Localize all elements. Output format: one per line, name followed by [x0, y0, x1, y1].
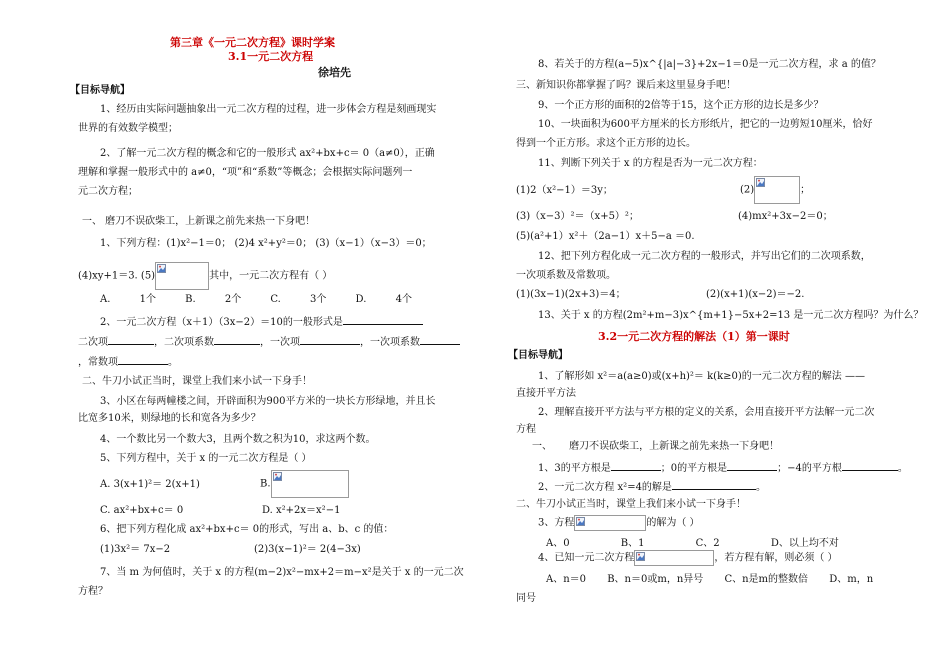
q2-label-3: ，一次项	[260, 337, 300, 348]
question-5-option-b	[260, 470, 349, 498]
p3-suffix: 的解为（ ）	[646, 517, 700, 529]
goal-2-line3: 元二次方程；	[78, 186, 138, 197]
question-13: 13、关于 x 的方程(2m²+m−3)x^{m+1}−5x+2=13 是一元二次方程吗？为什么？	[538, 310, 924, 321]
question-12-line1: 12、把下列方程化成一元二次方程的一般形式，并写出它们的二次项系数，	[538, 251, 871, 262]
goal-b2-line2: 方程	[516, 424, 536, 435]
question-9: 9、一个正方形的面积的2倍等于15，这个正方形的边长是多少？	[538, 100, 824, 111]
question-2-line1	[100, 314, 423, 329]
equation-image-placeholder	[271, 470, 349, 498]
question-5-option-d: D. x²+2x＝x²−1	[262, 505, 341, 516]
question-6-item-2: (2)3(x−1)²＝ 2(4−3x)	[254, 544, 361, 555]
question-2-text: 2、一元二次方程（x＋1）（3x−2）＝10的一般形式是	[100, 317, 343, 328]
question-5-option-a: A. 3(x+1)²＝ 2(x+1)	[100, 479, 200, 490]
answer-blank	[420, 334, 460, 345]
practice-1	[538, 460, 908, 475]
p1-label-3: ；−4的平方根	[777, 463, 842, 474]
question-1-options: A. 1个 B. 2个 C. 3个 D. 4个	[100, 294, 412, 305]
answer-blank	[118, 354, 168, 365]
question-10-line1: 10、一块面积为600平方厘米的长方形纸片，把它的一边剪短10厘米，恰好	[538, 119, 873, 130]
practice-2	[538, 479, 766, 494]
question-3-line1: 3、小区在每两幢楼之间，开辟面积为900平方米的一块长方形绿地，并且长	[100, 396, 436, 407]
answer-blank	[300, 334, 360, 345]
section-three-heading: 三、新知识你都掌握了吗？课后来这里显身手吧！	[516, 80, 736, 91]
question-6-item-1: (1)3x²＝ 7x−2	[100, 544, 171, 555]
q2-label-5: ，常数项	[78, 357, 118, 368]
section-title: 3.1一元二次方程	[228, 50, 314, 63]
p3-prefix: 3、方程	[538, 517, 575, 529]
practice-4-options: A、n＝0 B、n＝0或m，n异号 C、n是m的整数倍 D、m，n	[546, 574, 874, 585]
q2-label-4: ，一次项系数	[360, 337, 420, 348]
q2-label-2: ，二次项系数	[154, 337, 214, 348]
broken-image-icon	[576, 517, 585, 526]
trial-heading: 二、牛刀小试正当时，课堂上我们来小试一下身手！	[516, 499, 746, 510]
goal-b1-line2: 直接开平方法	[516, 388, 576, 399]
goal-1-line1: 1、经历由实际问题抽象出一元二次方程的过程，进一步体会方程是刻画现实	[100, 104, 437, 115]
author-name: 徐培先	[318, 66, 351, 79]
item-2-label: (2)	[740, 184, 755, 196]
p2-label: 2、一元二次方程 x²=4的解是	[538, 482, 672, 493]
practice-4-options-tail: 同号	[516, 593, 536, 604]
q2-label-1: 二次项	[78, 337, 108, 348]
equation-image-placeholder	[574, 515, 646, 531]
question-5-option-c: C. ax²+bx+c＝ 0	[100, 505, 184, 516]
question-3-line2: 比宽多10米，则绿地的长和宽各为多少？	[78, 413, 261, 424]
question-12-line2: 一次项系数及常数项。	[516, 270, 616, 281]
answer-blank	[108, 334, 154, 345]
answer-blank	[343, 314, 423, 325]
p4-prefix: 4、已知一元二次方程	[538, 552, 635, 564]
answer-blank	[214, 334, 260, 345]
question-11-item-1: (1)2（x²−1）＝3y；	[516, 185, 613, 196]
broken-image-icon	[157, 264, 166, 273]
question-12-item-2: (2)(x+1)(x−2)＝−2.	[706, 289, 805, 300]
goal-2-line2: 理解和掌握一般形式中的 a≠0，“项”和“系数”等概念；会根据实际问题列一	[78, 167, 413, 178]
question-7-line2: 方程？	[78, 586, 108, 597]
question-1-prefix: (4)xy+1＝3. (5)	[78, 270, 156, 282]
section-one-heading: 一、 磨刀不误砍柴工，上新课之前先来热一下身吧！	[82, 216, 316, 227]
goal-1-line2: 世界的有效数学模型；	[78, 123, 178, 134]
equation-image-placeholder	[634, 550, 714, 566]
question-11-item-4: (4)mx²+3x−2＝0；	[738, 211, 833, 222]
section-two-heading: 二、牛刀小试正当时，课堂上我们来小试一下身手！	[82, 376, 312, 387]
question-11-item-2	[740, 176, 810, 204]
question-1-suffix: 其中，一元二次方程有（ ）	[209, 270, 333, 282]
answer-blank	[611, 460, 661, 471]
question-8: 8、若关于的方程(a−5)x^{|a|−3}+2x−1＝0是一元二次方程，求 a 的值？	[538, 59, 881, 70]
broken-image-icon	[273, 472, 282, 481]
question-2-line2	[78, 334, 460, 349]
equation-image-placeholder	[754, 176, 800, 204]
goal-b1-line1: 1、了解形如 x²＝a(a≥0)或(x+h)²＝ k(k≥0)的一元二次方程的解法 ——	[538, 371, 865, 382]
question-5: 5、下列方程中，关于 x 的一元二次方程是（ ）	[100, 453, 312, 464]
question-6: 6、把下列方程化成 ax²+bx+c＝ 0的形式，写出 a、b、c 的值：	[100, 524, 394, 535]
practice-3	[538, 515, 700, 531]
question-2-line3	[78, 354, 178, 369]
question-11: 11、判断下列关于 x 的方程是否为一元二次方程：	[538, 158, 763, 169]
question-10-line2: 得到一个正方形。求这个正方形的边长。	[516, 138, 696, 149]
equation-image-placeholder	[155, 262, 209, 290]
question-1-line2	[78, 262, 332, 290]
chapter-title: 第三章《一元二次方程》课时学案	[170, 36, 335, 49]
p1-label-2: ；0的平方根是	[660, 463, 728, 474]
goal-2-line1: 2、了解一元二次方程的概念和它的一般形式 ax²+bx+c＝ 0（a≠0），正确	[100, 148, 435, 159]
answer-blank	[842, 460, 898, 471]
question-7-line1: 7、当 m 为何值时，关于 x 的方程(m−2)x²−mx+2＝m−x²是关于 x 的一元二次	[100, 567, 464, 578]
broken-image-icon	[756, 178, 765, 187]
lesson-title: 3.2一元二次方程的解法（1）第一课时	[598, 330, 790, 343]
practice-4	[538, 550, 838, 566]
answer-blank	[672, 479, 756, 490]
answer-blank	[727, 460, 777, 471]
option-b-label: B.	[260, 478, 271, 490]
question-11-item-3: (3)（x−3）²＝（x+5）²；	[516, 211, 639, 222]
question-12-item-1: (1)(3x−1)(2x+3)＝4；	[516, 289, 626, 300]
goal-b2-line1: 2、理解直接开平方法与平方根的定义的关系，会用直接开平方法解一元二次	[538, 407, 875, 418]
question-11-item-5: (5)(a²+1）x²＋（2a−1）x＋5−a ＝0.	[516, 231, 695, 242]
warmup-heading: 一、 磨刀不误砍柴工，上新课之前先来热一下身吧！	[532, 441, 780, 452]
p2-end: 。	[755, 482, 766, 493]
question-1-line1: 1、下列方程：(1)x²−1＝0； (2)4 x²+y²＝0； (3)（x−1）（x−3）＝0；	[100, 238, 432, 249]
p1-end: 。	[897, 463, 908, 474]
item-2-end: ；	[800, 184, 811, 196]
goal-heading-2: 【目标导航】	[508, 350, 568, 361]
goal-heading: 【目标导航】	[70, 85, 130, 96]
q2-end: 。	[168, 357, 178, 368]
practice-3-options: A、0 B、1 C、2 D、以上均不对	[546, 538, 839, 549]
p1-label-1: 1、3的平方根是	[538, 463, 611, 474]
p4-suffix: ，若方程有解，则必须（ ）	[714, 552, 838, 564]
question-4: 4、一个数比另一个数大3，且两个数之积为10，求这两个数。	[100, 434, 376, 445]
broken-image-icon	[636, 552, 645, 561]
